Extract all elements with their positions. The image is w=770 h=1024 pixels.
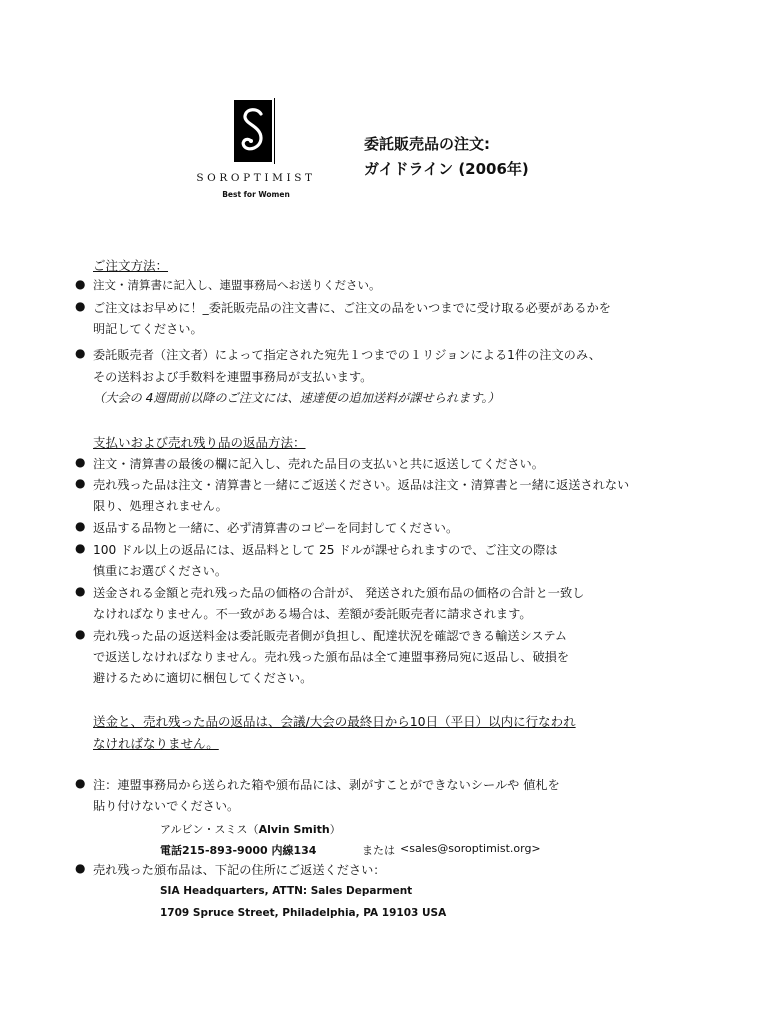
- soroptimist-logo: [186, 98, 326, 204]
- ordering-bullet-2-line2: 明記してください。: [93, 322, 203, 336]
- contact-or: または: [362, 844, 395, 857]
- note-1-line2: 貼り付けないでください。: [93, 799, 240, 813]
- address-line1: SIA Headquarters, ATTN: Sales Deparment: [160, 885, 413, 897]
- logo-tagline: Best for Women: [222, 190, 290, 199]
- payment-bullet-4-line2: 慎重にお選びください。: [93, 564, 228, 578]
- payment-bullet-2-line2: 限り、処理されません。: [93, 499, 228, 513]
- bullet: ●: [75, 776, 86, 790]
- page-title-line2: ガイドライン (2006年): [364, 160, 529, 178]
- contact-name-close: ）: [329, 823, 341, 836]
- note-2: 売れ残った頒布品は、下記の住所にご返送ください：: [93, 863, 386, 877]
- ordering-bullet-3-line1: 委託販売者（注文者）によって指定された宛先１つまでの１リジョンによる1件の注文のみ、: [93, 348, 601, 362]
- contact-name-ja: アルビン・スミス（: [160, 823, 259, 836]
- ordering-bullet-3-line3: （大会の 4週間前以降のご注文には、速達便の追加送料が課せられます。）: [93, 391, 500, 405]
- logo-wordmark: SOROPTIMIST: [196, 172, 316, 184]
- payment-bullet-6-line2: で返送しなければなりません。売れ残った頒布品は全て連盟事務局宛に返品し、破損を: [93, 650, 570, 664]
- contact-email: <sales@soroptimist.org>: [400, 842, 541, 855]
- logo-divider: [274, 98, 275, 164]
- ordering-heading: ご注文方法：: [93, 258, 169, 273]
- bullet: ●: [75, 299, 86, 313]
- payment-bullet-5-line2: なければなりません。不一致がある場合は、差額が委託販売者に請求されます。: [93, 607, 532, 621]
- bullet: ●: [75, 584, 86, 598]
- deadline-line1: 送金と、売れ残った品の返品は、会議/大会の最終日から10日（平日）以内に行なわれ: [93, 714, 576, 729]
- page-title-line1: 委託販売品の注文:: [364, 135, 490, 153]
- bullet: ●: [75, 455, 86, 469]
- ordering-bullet-1: 注文・清算書に記入し、連盟事務局へお送りください。: [93, 278, 381, 292]
- bullet: ●: [75, 346, 86, 360]
- payment-bullet-6-line3: 避けるために適切に梱包してください。: [93, 671, 313, 685]
- payment-bullet-5-line1: 送金される金額と売れ残った品の価格の合計が、 発送された頒布品の価格の合計と一致し: [93, 586, 585, 600]
- payment-bullet-2-line1: 売れ残った品は注文・清算書と一緒にご返送ください。返品は注文・清算書と一緒に返送されない: [93, 478, 630, 492]
- address-line2: 1709 Spruce Street, Philadelphia, PA 19103 USA: [160, 907, 447, 919]
- deadline-line2: なければなりません。: [93, 736, 219, 751]
- bullet: ●: [75, 541, 86, 555]
- payment-bullet-4-line1: 100 ドル以上の返品には、返品料として 25 ドルが課せられますので、ご注文の際は: [93, 543, 558, 557]
- contact-name-en: Alvin Smith: [258, 823, 330, 836]
- bullet: ●: [75, 627, 86, 641]
- soroptimist-s-icon: [234, 100, 272, 162]
- ordering-bullet-3-line2: その送料および手数料を連盟事務局が支払います。: [93, 370, 373, 384]
- payment-bullet-1: 注文・清算書の最後の欄に記入し、売れた品目の支払いと共に返送してください。: [93, 457, 544, 471]
- bullet: ●: [75, 476, 86, 490]
- payment-bullet-3: 返品する品物と一緒に、必ず清算書のコピーを同封してください。: [93, 521, 459, 535]
- bullet: ●: [75, 519, 86, 533]
- ordering-bullet-2-line1: ご注文はお早めに！_委託販売品の注文書に、ご注文の品をいつまでに受け取る必要があるかを: [93, 301, 611, 315]
- payment-bullet-6-line1: 売れ残った品の返送料金は委託販売者側が負担し、配達状況を確認できる輸送システム: [93, 629, 568, 643]
- bullet: ●: [75, 861, 86, 875]
- bullet: ●: [75, 277, 86, 291]
- contact-phone: 電話215-893-9000 内線134: [160, 844, 317, 857]
- contact-name: [160, 821, 341, 837]
- note-1-line1: 注：連盟事務局から送られた箱や頒布品には、剥がすことができないシールや 値札を: [93, 778, 560, 792]
- payment-heading: 支払いおよび売れ残り品の返品方法：: [93, 435, 306, 450]
